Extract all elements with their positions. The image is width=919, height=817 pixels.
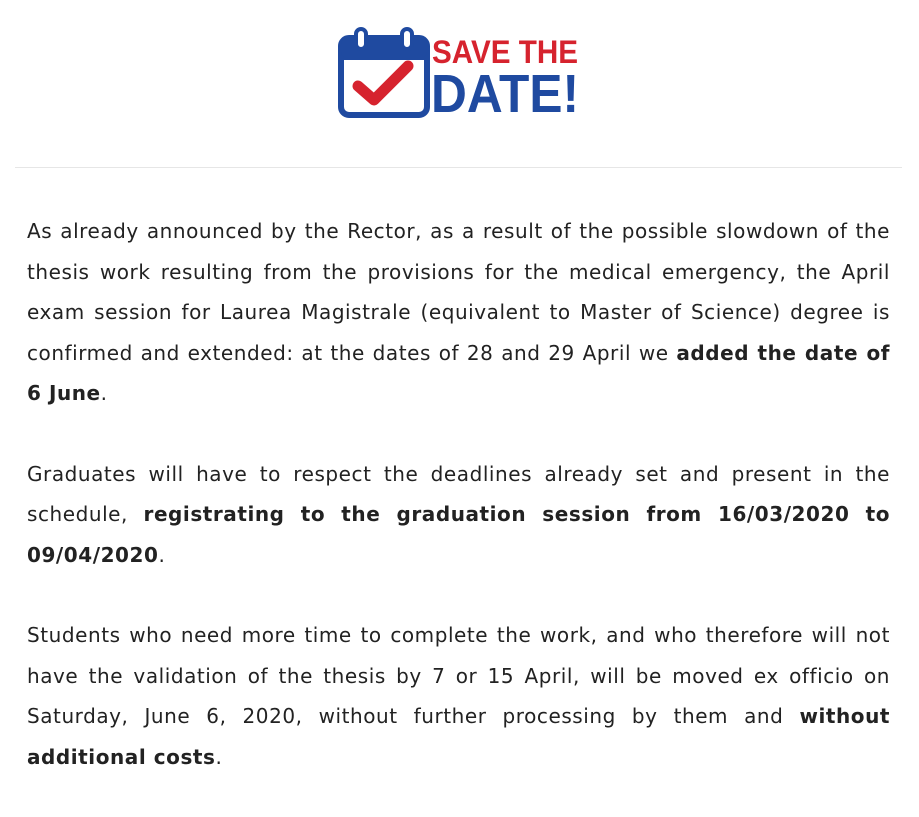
divider (15, 167, 902, 168)
paragraph-end: . (158, 542, 166, 567)
paragraph-session-extension (27, 211, 890, 414)
paragraph-text: Graduates will have to respect the deadlines already set and present in the schedule, (27, 461, 890, 526)
logo-line2: DATE! (431, 64, 579, 118)
paragraph-end: . (215, 744, 223, 769)
paragraph-emphasis: registrating to the graduation session from 16/03/2020 to 09/04/2020 (27, 502, 891, 567)
header (0, 0, 919, 150)
paragraph-deadlines (27, 454, 890, 576)
paragraph-text: Students who need more time to complete the work, and who therefore will not have the validation of the thesis by 7 or 15 April, will be moved ex officio on Saturday, June 6, 2020, without further processing by them and (27, 623, 890, 728)
calendar-check-icon (341, 29, 427, 115)
paragraph-emphasis: without additional costs (27, 704, 890, 769)
announcement-body (27, 211, 890, 817)
paragraph-text: As already announced by the Rector, as a result of the possible slowdown of the thesis work resulting from the provisions for the medical emergency, the April exam session for Laurea Magistrale (equivalent to Master of Science) degree is confirmed and extended: at the dates of 28 and 29 April we (27, 219, 890, 365)
logo-line1: SAVE THE (432, 34, 578, 70)
paragraph-moved-students (27, 615, 890, 777)
paragraph-emphasis: added the date of 6 June (27, 340, 890, 405)
save-the-date-logo (338, 26, 588, 118)
paragraph-end: . (100, 381, 108, 405)
